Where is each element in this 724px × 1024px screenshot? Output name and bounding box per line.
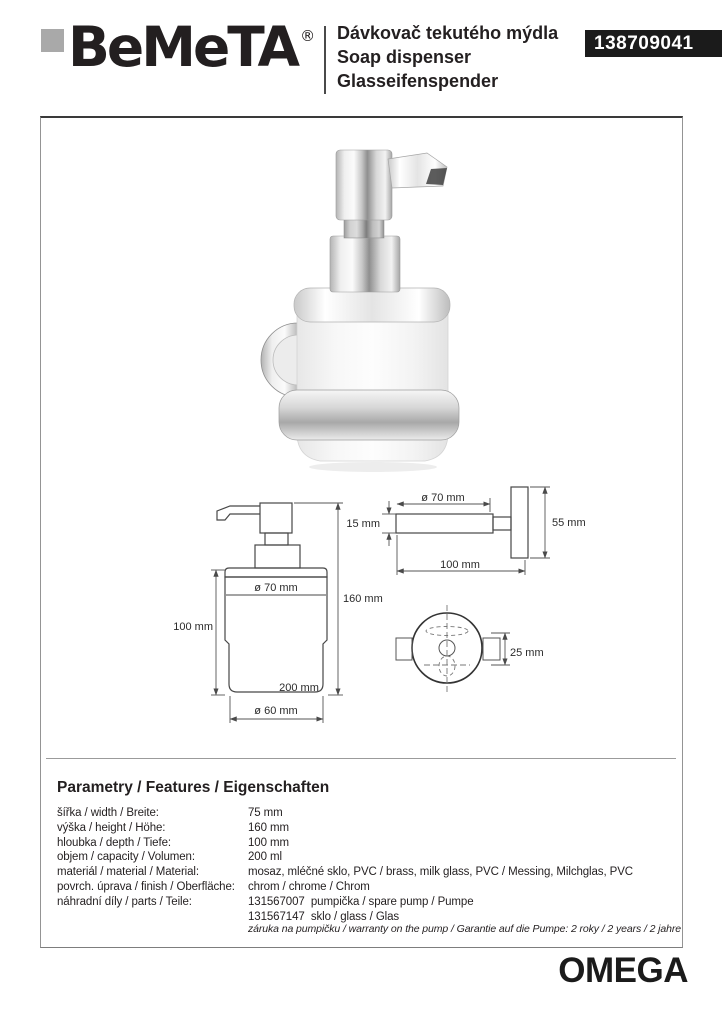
dim-label-bottom-diameter: ø 60 mm: [254, 705, 298, 717]
plate-front-view: [396, 605, 510, 692]
spec-value: 100 mm: [248, 836, 289, 849]
product-code-badge: 138709041: [585, 30, 722, 57]
technical-drawings: [160, 480, 630, 730]
drawing-left-tab: [396, 638, 412, 660]
spec-row-finish: [57, 880, 633, 895]
logo-wordmark: BeMeTA: [68, 15, 298, 79]
drawing-spout: [217, 506, 260, 520]
pump-head: [336, 150, 392, 220]
glass-chrome-cap: [294, 288, 450, 322]
spec-row-capacity: [57, 850, 633, 865]
specs-heading: Parametry / Features / Eigenschaften: [57, 779, 330, 796]
spec-label: objem / capacity / Volumen:: [57, 851, 195, 864]
spec-label: materiál / material / Material:: [57, 866, 199, 879]
drawing-pump-collar: [255, 545, 300, 568]
dim-label-total-height: 160 mm: [343, 593, 383, 605]
spec-label: [57, 910, 248, 925]
pump-spout: [388, 153, 447, 188]
spec-label: výška / height / Höhe:: [57, 821, 166, 834]
drawing-arm-connector: [493, 517, 511, 530]
spec-label: šířka / width / Breite:: [57, 807, 159, 819]
brand-logo: [41, 15, 316, 79]
holder-band: [279, 390, 459, 440]
dim-label-arm-thickness: 15 mm: [346, 518, 380, 530]
drawing-pump-head: [260, 503, 292, 533]
dim-label-capacity-mark: 200 mm: [279, 682, 319, 694]
drawing-right-tab: [483, 638, 500, 660]
dim-label-tab-size: 25 mm: [510, 647, 544, 659]
spec-row-parts-1: [57, 895, 633, 910]
drawing-body: [225, 577, 327, 692]
spec-label: hloubka / depth / Tiefe:: [57, 836, 171, 849]
spec-value: 75 mm: [248, 807, 283, 819]
dim-label-plate-height: 55 mm: [552, 517, 586, 529]
spec-row-depth: [57, 836, 633, 851]
drawing-lid: [225, 568, 327, 577]
drawing-wall-plate-side: [511, 487, 528, 558]
logo-square-icon: [41, 29, 64, 52]
front-view-outline: [217, 503, 327, 692]
spec-value: 160 mm: [248, 821, 289, 834]
spec-value: mosaz, mléčné sklo, PVC / brass, milk glass, PVC / Messing, Milchglas, PVC: [248, 866, 633, 879]
drawing-pump-neck: [265, 533, 288, 545]
spec-value: 131567147 sklo / glass / Glas: [248, 910, 400, 923]
photo-shadow: [309, 462, 437, 472]
warranty-note: záruka na pumpičku / warranty on the pump / Garantie auf die Pumpe: 2 roky / 2 years / 2 jahre: [248, 923, 681, 935]
specs-table: [57, 806, 633, 924]
spec-row-material: [57, 865, 633, 880]
specs-separator: [46, 758, 676, 759]
product-photo: [255, 145, 485, 475]
dim-label-arm-length: ø 70 mm: [421, 492, 465, 504]
drawing-arm: [396, 514, 493, 533]
pump-collar: [330, 236, 400, 292]
spec-row-height: [57, 821, 633, 836]
product-title-en: Soap dispenser: [337, 47, 472, 67]
product-titles: [337, 21, 558, 93]
product-title-de: Glasseifenspender: [337, 71, 499, 91]
product-title-cs: Dávkovač tekutého mýdla: [337, 23, 559, 43]
header-divider: [324, 26, 326, 94]
series-name: OMEGA: [558, 951, 688, 990]
pump-neck-shade: [344, 218, 384, 238]
dim-label-top-diameter: ø 70 mm: [254, 582, 298, 594]
dim-label-body-height: 100 mm: [173, 621, 213, 633]
spec-value: 131567007 pumpička / spare pump / Pumpe: [248, 895, 474, 908]
spec-value: 200 ml: [248, 851, 282, 864]
spec-value: chrom / chrome / Chrom: [248, 880, 370, 893]
spec-row-width: [57, 806, 633, 821]
registered-trademark-icon: ®: [300, 27, 316, 45]
dim-label-total-depth: 100 mm: [440, 559, 480, 571]
spec-label: povrch. úprava / finish / Oberfläche:: [57, 880, 235, 893]
spec-label: náhradní díly / parts / Teile:: [57, 895, 192, 908]
